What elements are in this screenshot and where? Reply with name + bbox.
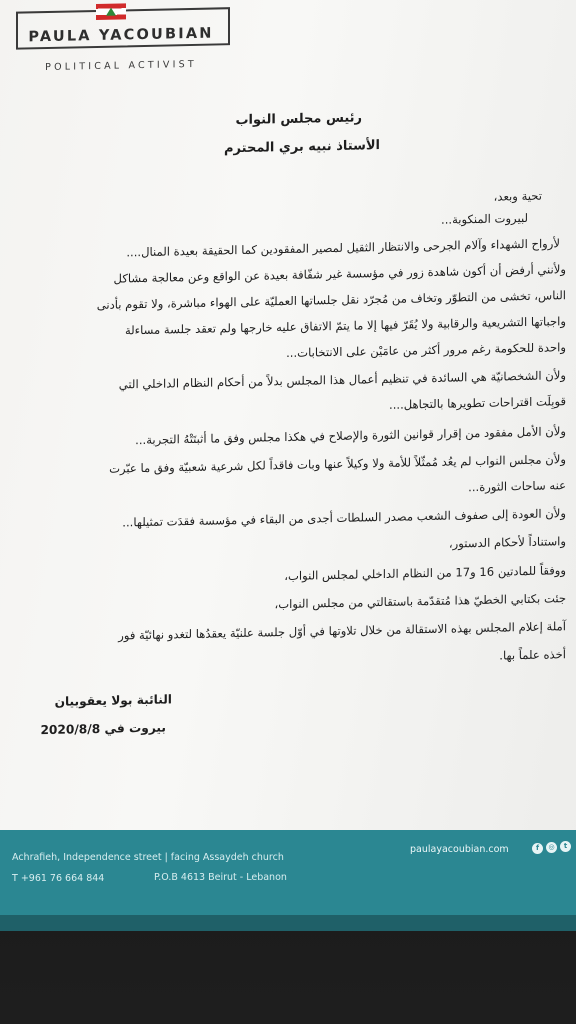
addressee-title: رئيس مجلس النواب [235,110,362,129]
letterhead-name: PAULA YACOUBIAN [28,25,214,46]
body-line: واحدة للحكومة رغم مرور أكثر من عامَيْن على الانتخابات... [286,340,566,361]
instagram-icon[interactable]: ◎ [546,842,557,853]
body-line: ولأن الشخصانيّة هي السائدة في تنظيم أعمال هذا المجلس بدلاً من أحكام النظام الداخلي التي [118,368,566,392]
footer-address: Achrafieh, Independence street | facing Assaydeh church [12,852,284,863]
footer-phone: T +961 76 664 844 [12,873,105,884]
body-line: أخذه علماً بها. [499,647,566,663]
twitter-icon[interactable]: t [560,841,571,852]
body-line: لأرواح الشهداء وآلام الجرحى والانتظار الثقيل لمصير المفقودين كما الحقيقة بعيدة المنال.... [126,236,560,260]
signature-name: النائبة بولا يعقوبيان [54,692,172,709]
body-line: ووفقاً للمادتين 16 و17 من النظام الداخلي لمجلس النواب، [284,563,566,584]
body-line: ولأن العودة إلى صفوف الشعب مصدر السلطات أجدى من البقاء في مؤسسة فقدَت تمثيلها... [122,506,566,530]
body-line: ولأن الأمل مفقود من إقرار قوانين الثورة والإصلاح في هكذا مجلس وفق ما أثبتَتْهُ التجربة... [135,424,566,448]
signature-place-date: بيروت في 2020/8/8 [40,720,166,738]
footer-pobox: P.O.B 4613 Beirut - Lebanon [154,872,287,883]
footer-website[interactable]: paulayacoubian.com [410,844,509,855]
body-line: واجباتها التشريعية والرقابية ولا يُقَرّ فيها إلا ما يتمّ الاتفاق عليه خارجها ولم تعقد جلسة مساءلة [124,314,566,338]
body-line: لبيروت المنكوبة... [441,210,528,227]
letterhead-subtitle: POLITICAL ACTIVIST [45,58,197,74]
body-line: واستناداً لأحكام الدستور، [448,534,566,551]
body-line: الناس، تخشى من التطوّر وتخاف من مُجرّد نقل جلساتها العمليّة على الهواء مباشرة، ولا تقوم بأدنى [96,288,566,312]
facebook-icon[interactable]: f [532,843,543,854]
body-line: ولأن مجلس النواب لم يعُد مُمثّلاً للأمة ولا وكيلاً عنها وبات فاقداً لكل شرعية شعبيّة وفق ما عبّرت [109,452,566,476]
body-line: آملة إعلام المجلس بهذه الاستقالة من خلال تلاوتها في أوّل جلسة علنيّة يعقدُها لتغدو نهائيّة فور [118,619,566,643]
body-line: عنه ساحات الثورة... [468,478,566,495]
lebanese-flag-icon [96,3,126,20]
greeting: تحية وبعد، [493,188,542,204]
body-line: ولأنني أرفض أن أكون شاهدة زور في مؤسسة غير شفّافة بعيدة عن الواقع وعن معالجة مشاكل [113,262,566,286]
body-line: جئت بكتابي الخطيّ هذا مُتقدّمة باستقالتي من مجلس النواب، [274,591,566,612]
body-line: قوبِلَت اقتراحات تطويرها بالتجاهل.... [389,394,566,412]
footer-shadow [0,915,576,931]
addressee-name: الأستاذ نبيه بري المحترم [224,138,380,157]
